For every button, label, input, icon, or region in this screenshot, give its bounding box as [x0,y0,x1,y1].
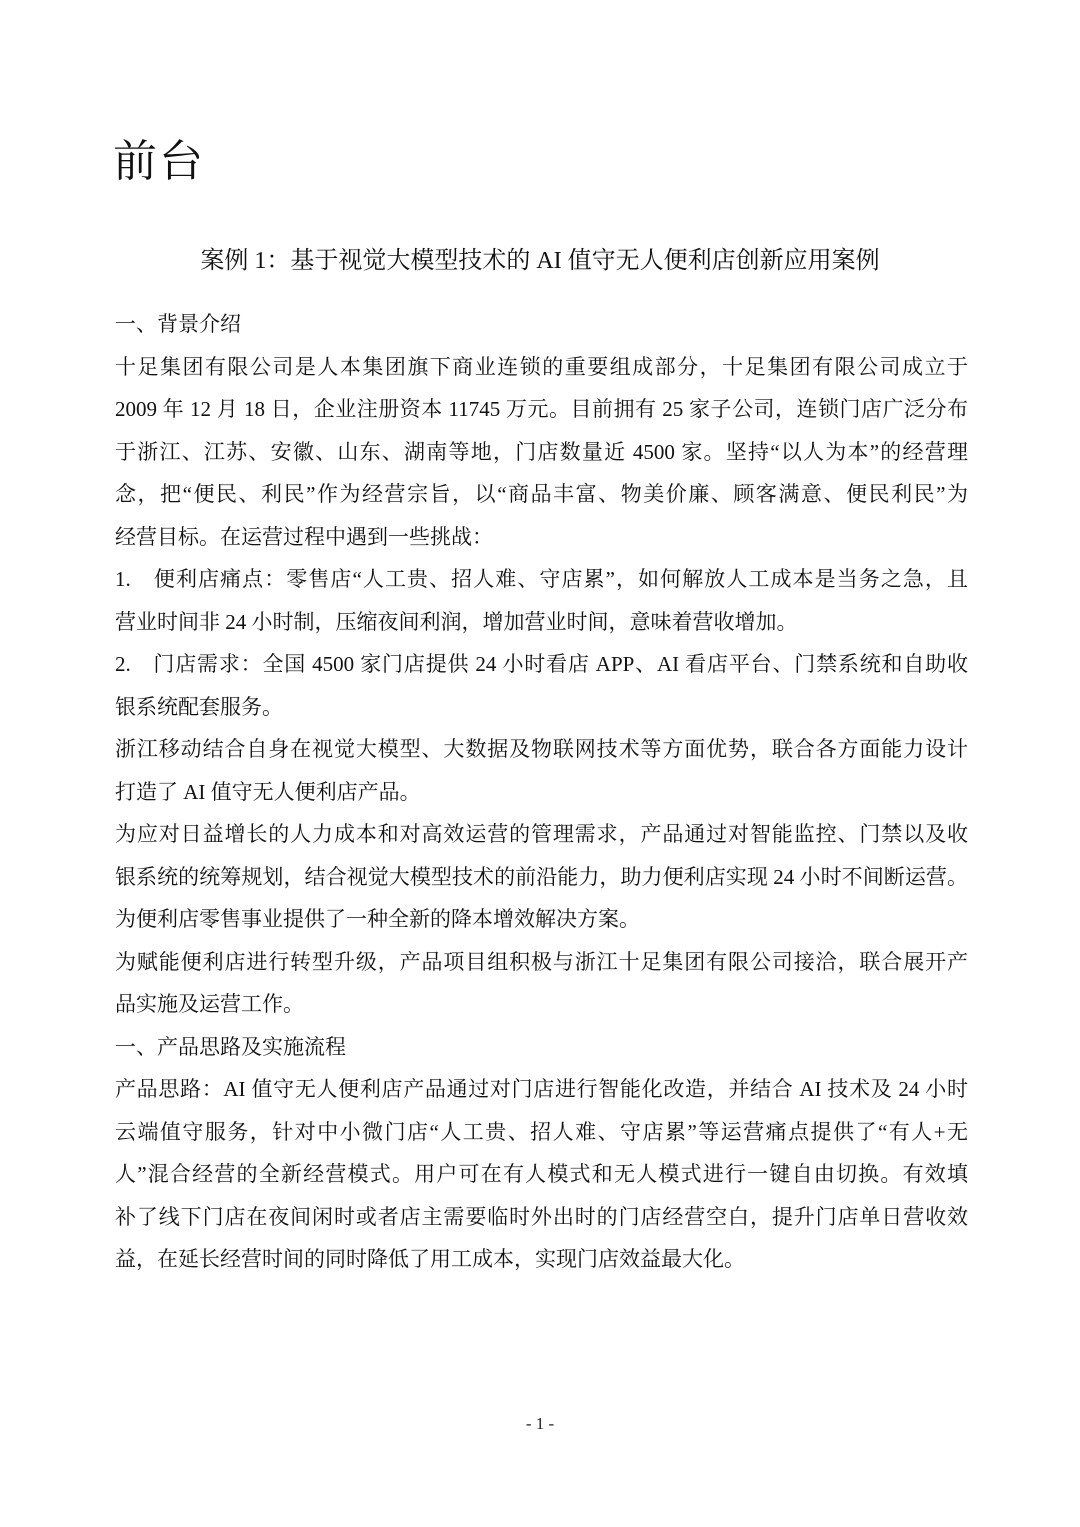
body-line: 补了线下门店在夜间闲时或者店主需要临时外出时的门店经营空白，提升门店单日营收效 [115,1204,968,1229]
body-line: 十足集团有限公司是人本集团旗下商业连锁的重要组成部分，十足集团有限公司成立于 [115,354,968,379]
body-line: 益，在延长经营时间的同时降低了用工成本，实现门店效益最大化。 [115,1247,745,1271]
body-line: 2009 年 12 月 18 日，企业注册资本 11745 万元。目前拥有 25 家子公司，连锁门店广泛分布 [115,397,968,421]
body-line: 营业时间非 24 小时制，压缩夜间利润，增加营业时间，意味着营收增加。 [115,609,798,634]
page-heading: 前台 [113,137,205,186]
body-line: 念，把“便民、利民”作为经营宗旨，以“商品丰富、物美价廉、顾客满意、便民利民”为 [115,482,968,506]
document-body [115,303,968,1281]
body-line: 2. 门店需求：全国 4500 家门店提供 24 小时看店 APP、AI 看店平台、门禁系统和自助收 [115,652,968,676]
body-line: 银系统的统筹规划，结合视觉大模型技术的前沿能力，助力便利店实现 24 小时不间断运营。 [115,864,968,889]
body-line: 一、背景介绍 [115,312,241,336]
body-line: 云端值守服务，针对中小微门店“人工贵、招人难、守店累”等运营痛点提供了“有人+无 [115,1119,968,1144]
body-line: 浙江移动结合自身在视觉大模型、大数据及物联网技术等方面优势，联合各方面能力设计 [115,737,968,761]
body-line: 产品思路：AI 值守无人便利店产品通过对门店进行智能化改造，并结合 AI 技术及 24 小时 [115,1077,968,1101]
body-line: 于浙江、江苏、安徽、山东、湖南等地，门店数量近 4500 家。坚持“以人为本”的经营理 [115,439,968,464]
body-line: 为应对日益增长的人力成本和对高效运营的管理需求，产品通过对智能监控、门禁以及收 [115,822,968,846]
body-line: 打造了 AI 值守无人便利店产品。 [115,779,421,804]
body-line: 品实施及运营工作。 [115,992,304,1016]
body-line: 一、产品思路及实施流程 [115,1034,346,1059]
body-line: 银系统配套服务。 [115,694,283,719]
body-line: 为赋能便利店进行转型升级，产品项目组积极与浙江十足集团有限公司接洽，联合展开产 [115,949,968,974]
body-line: 1. 便利店痛点：零售店“人工贵、招人难、守店累”，如何解放人工成本是当务之急，且 [115,567,968,591]
page-number: - 1 - [525,1414,555,1433]
body-line: 为便利店零售事业提供了一种全新的降本增效解决方案。 [115,907,640,931]
body-line: 经营目标。在运营过程中遇到一些挑战： [115,524,493,549]
case-title: 案例 1：基于视觉大模型技术的 AI 值守无人便利店创新应用案例 [200,248,880,274]
body-line: 人”混合经营的全新经营模式。用户可在有人模式和无人模式进行一键自由切换。有效填 [115,1162,968,1186]
